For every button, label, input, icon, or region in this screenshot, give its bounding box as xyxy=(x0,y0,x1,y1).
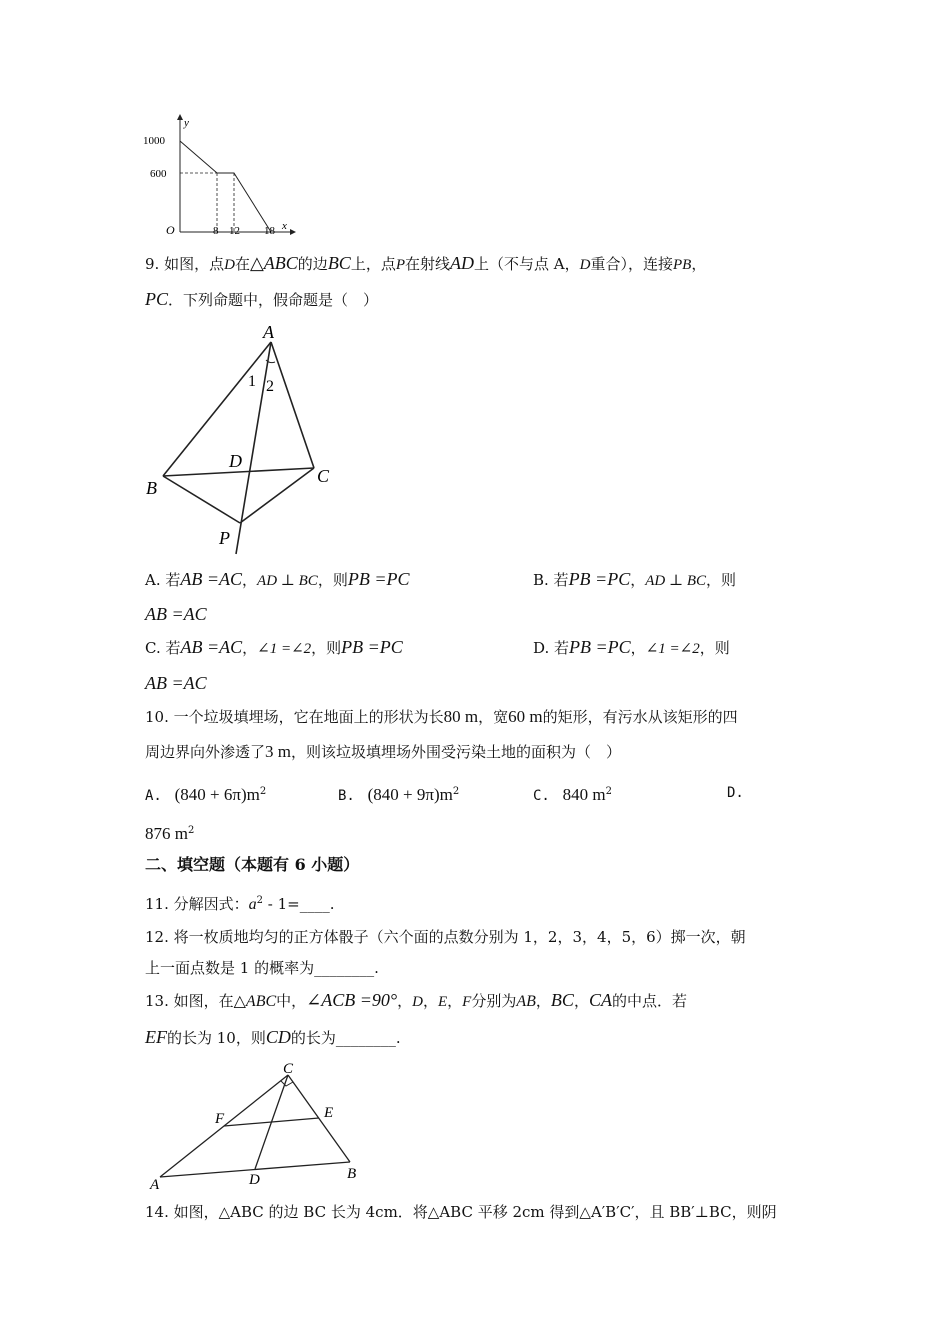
x-tick-18: 18 xyxy=(264,225,275,237)
q13-triangle-figure xyxy=(145,1055,375,1195)
q13-line-2: EF的长为 10，则CD的长为________. xyxy=(145,1027,401,1047)
q12-line-1: 12. 将一枚质地均匀的正方体骰子（六个面的点数分别为 1，2，3，4，5，6）掷一次，朝 xyxy=(145,928,746,946)
q9-option-d-conclusion: AB =AC xyxy=(145,673,207,693)
q9-option-d[interactable]: D. 若PB =PC，∠1 =∠2，则 xyxy=(533,637,730,657)
y-axis-label: y xyxy=(184,117,189,129)
q13-label-E: E xyxy=(324,1105,334,1121)
y-tick-1000: 1000 xyxy=(143,135,165,147)
q9-label-P: P xyxy=(219,528,230,548)
section-heading: 二、填空题（本题有 6 小题） xyxy=(145,855,360,874)
q11-line: 11. 分解因式：$a^2$ - 1=____. xyxy=(145,895,335,913)
x-tick-8: 8 xyxy=(213,225,219,237)
q9-line-2: PC．下列命题中，假命题是（ ） xyxy=(145,289,379,309)
q10-line-1: 10. 一个垃圾填埋场，它在地面上的形状为长80 m，宽60 m的矩形，有污水从该矩形的四 xyxy=(145,707,738,726)
q13-line-1: 13. 如图，在△ABC中，∠ACB =90°，D，E，F分别为AB，BC，CA的中点．若 xyxy=(145,990,687,1010)
q10-option-a[interactable]: A. $(840 + 6\pi)m^2$ xyxy=(145,785,267,804)
origin-label: O xyxy=(166,223,175,237)
q9-label-C: C xyxy=(317,466,330,486)
q9-option-b-conclusion: AB =AC xyxy=(145,604,207,624)
q9-line-1: 9. 如图，点D在△ABC的边BC上，点P在射线AD上（不与点 A，D重合），连接PB， xyxy=(145,253,707,273)
q10-option-c[interactable]: C. 840 $m^2$ xyxy=(533,785,612,804)
q13-label-A: A xyxy=(150,1177,160,1193)
q13-label-C: C xyxy=(283,1061,294,1077)
q13-label-F: F xyxy=(215,1111,225,1127)
q9-option-c[interactable]: C. 若AB =AC，∠1 =∠2，则PB =PC xyxy=(145,637,403,657)
q9-label-D: D xyxy=(229,451,242,471)
q14-line-1: 14. 如图，△ABC 的边 BC 长为 4cm．将△ABC 平移 2cm 得到△A′B′C′，且 BB′⊥BC，则阴 xyxy=(145,1203,777,1221)
q9-option-b[interactable]: B. 若PB =PC，AD ⊥ BC，则 xyxy=(533,569,737,589)
q9-triangle-figure xyxy=(140,320,340,560)
q10-line-2: 周边界向外渗透了3 m，则该垃圾填埋场外围受污染土地的面积为（ ） xyxy=(145,742,622,761)
q13-label-B: B xyxy=(347,1166,357,1182)
q9-option-a[interactable]: A. 若AB =AC，AD ⊥ BC，则PB =PC xyxy=(145,569,410,589)
q9-label-B: B xyxy=(146,478,157,498)
q12-line-2: 上一面点数是 1 的概率为________. xyxy=(145,959,379,977)
q9-label-1: 1 xyxy=(248,373,256,390)
q10-option-d-value: 876 $m^2$ xyxy=(145,824,195,843)
x-tick-12: 12 xyxy=(229,225,240,237)
function-graph xyxy=(140,112,310,240)
q9-label-A: A xyxy=(263,322,274,342)
q9-label-2: 2 xyxy=(266,378,274,395)
q10-option-b[interactable]: B. $(840 + 9\pi)m^2$ xyxy=(338,785,460,804)
y-tick-600: 600 xyxy=(150,168,167,180)
q10-option-d[interactable]: D. xyxy=(727,785,744,801)
x-axis-label: x xyxy=(282,220,287,232)
q13-label-D: D xyxy=(249,1172,260,1188)
